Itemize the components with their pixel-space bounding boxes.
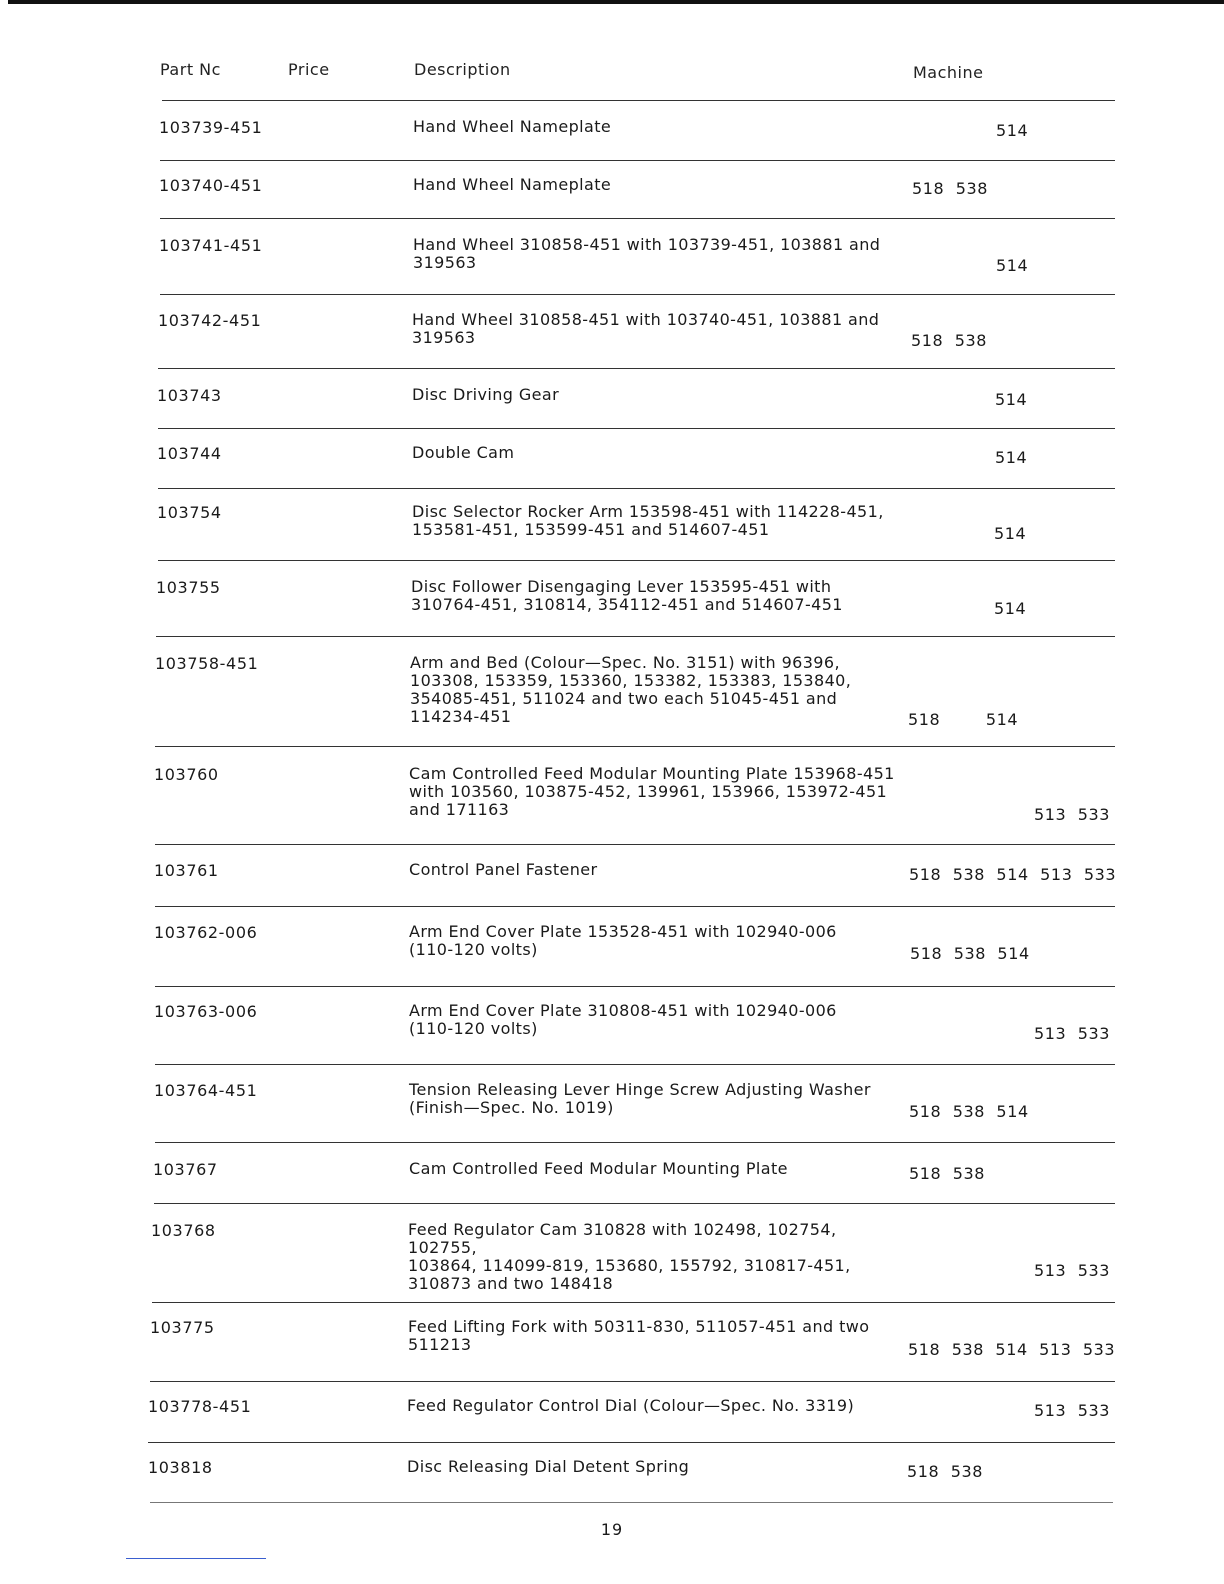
part-number: 103775 xyxy=(150,1318,215,1337)
row-rule xyxy=(150,1502,1113,1503)
row-rule xyxy=(155,1142,1115,1143)
row-rule xyxy=(158,428,1115,429)
row-rule xyxy=(155,1064,1115,1065)
machine-list: 513 533 xyxy=(1034,805,1111,824)
row-rule xyxy=(158,560,1115,561)
part-description: Disc Driving Gear xyxy=(412,385,560,404)
machine-list: 518 538 xyxy=(909,1164,986,1183)
part-description: Tension Releasing Lever Hinge Screw Adjusting Washer (Finish—Spec. No. 1019) xyxy=(409,1080,871,1117)
header-rule xyxy=(162,100,1115,101)
part-number: 103740-451 xyxy=(159,176,263,195)
part-number: 103818 xyxy=(148,1458,213,1477)
part-description: Feed Lifting Fork with 50311-830, 511057-451 and two 511213 xyxy=(408,1317,870,1354)
row-rule xyxy=(148,1442,1115,1443)
header-description: Description xyxy=(414,60,511,79)
part-number: 103754 xyxy=(157,503,222,522)
part-number: 103760 xyxy=(154,765,219,784)
machine-list: 518 538 514 513 533 xyxy=(908,1340,1116,1359)
row-rule xyxy=(154,1203,1115,1204)
machine-list: 518 538 xyxy=(907,1462,984,1481)
part-number: 103755 xyxy=(156,578,221,597)
part-number: 103768 xyxy=(151,1221,216,1240)
row-rule xyxy=(155,746,1115,747)
row-rule xyxy=(160,294,1115,295)
part-number: 103778-451 xyxy=(148,1397,252,1416)
part-description: Disc Follower Disengaging Lever 153595-451 with 310764-451, 310814, 354112-451 and 514607-451 xyxy=(411,577,843,614)
row-rule xyxy=(158,368,1115,369)
header-part-no: Part Nc xyxy=(160,60,221,79)
machine-list: 514 xyxy=(994,599,1027,618)
top-border xyxy=(8,0,1224,4)
part-number: 103742-451 xyxy=(158,311,262,330)
machine-list: 514 xyxy=(995,448,1028,467)
part-description: Hand Wheel Nameplate xyxy=(413,117,612,136)
part-description: Hand Wheel Nameplate xyxy=(413,175,612,194)
row-rule xyxy=(156,636,1115,637)
part-description: Hand Wheel 310858-451 with 103739-451, 103881 and 319563 xyxy=(413,235,881,272)
row-rule xyxy=(155,844,1115,845)
part-number: 103744 xyxy=(157,444,222,463)
header-machine: Machine xyxy=(913,63,984,82)
part-number: 103743 xyxy=(157,386,222,405)
part-description: Arm End Cover Plate 153528-451 with 102940-006 (110-120 volts) xyxy=(409,922,837,959)
row-rule xyxy=(155,906,1115,907)
part-description: Feed Regulator Control Dial (Colour—Spec. No. 3319) xyxy=(407,1396,855,1415)
machine-list: 514 xyxy=(996,121,1029,140)
part-description: Hand Wheel 310858-451 with 103740-451, 103881 and 319563 xyxy=(412,310,880,347)
part-number: 103761 xyxy=(154,861,219,880)
part-description: Disc Releasing Dial Detent Spring xyxy=(407,1457,690,1476)
part-description: Arm End Cover Plate 310808-451 with 102940-006 (110-120 volts) xyxy=(409,1001,837,1038)
part-description: Cam Controlled Feed Modular Mounting Plate 153968-451 with 103560, 103875-452, 139961, 153966, 153972-451 and 171163 xyxy=(409,764,895,819)
row-rule xyxy=(160,160,1115,161)
part-number: 103764-451 xyxy=(154,1081,258,1100)
part-description: Cam Controlled Feed Modular Mounting Plate xyxy=(409,1159,788,1178)
machine-list: 514 xyxy=(996,256,1029,275)
part-number: 103758-451 xyxy=(155,654,259,673)
part-description: Arm and Bed (Colour—Spec. No. 3151) with 96396, 103308, 153359, 153360, 153382, 153383, 153840, 354085-451, 511024 and two each 51045-451 and 114234-451 xyxy=(410,653,852,726)
part-description: Feed Regulator Cam 310828 with 102498, 102754, 102755, 103864, 114099-819, 153680, 155792, 310817-451, 310873 and two 148418 xyxy=(408,1220,851,1293)
machine-list: 518 538 514 xyxy=(909,1102,1029,1121)
part-description: Disc Selector Rocker Arm 153598-451 with 114228-451, 153581-451, 153599-451 and 514607-451 xyxy=(412,502,884,539)
bottom-mark xyxy=(126,1558,266,1559)
part-number: 103741-451 xyxy=(159,236,263,255)
machine-list: 514 xyxy=(994,524,1027,543)
row-rule xyxy=(160,218,1115,219)
machine-list: 513 533 xyxy=(1034,1024,1111,1043)
part-number: 103763-006 xyxy=(154,1002,258,1021)
page-number: 19 xyxy=(600,1520,624,1539)
machine-list: 518 538 xyxy=(912,179,989,198)
row-rule xyxy=(152,1302,1115,1303)
machine-list: 518 538 514 513 533 xyxy=(909,865,1117,884)
row-rule xyxy=(155,986,1115,987)
machine-list: 513 533 xyxy=(1034,1401,1111,1420)
machine-list: 513 533 xyxy=(1034,1261,1111,1280)
part-description: Control Panel Fastener xyxy=(409,860,598,879)
machine-list: 518 514 xyxy=(908,710,1019,729)
part-number: 103762-006 xyxy=(154,923,258,942)
machine-list: 514 xyxy=(995,390,1028,409)
row-rule xyxy=(150,1381,1115,1382)
part-number: 103739-451 xyxy=(159,118,263,137)
row-rule xyxy=(158,488,1115,489)
machine-list: 518 538 xyxy=(911,331,988,350)
header-price: Price xyxy=(288,60,330,79)
part-number: 103767 xyxy=(153,1160,218,1179)
machine-list: 518 538 514 xyxy=(910,944,1030,963)
part-description: Double Cam xyxy=(412,443,515,462)
